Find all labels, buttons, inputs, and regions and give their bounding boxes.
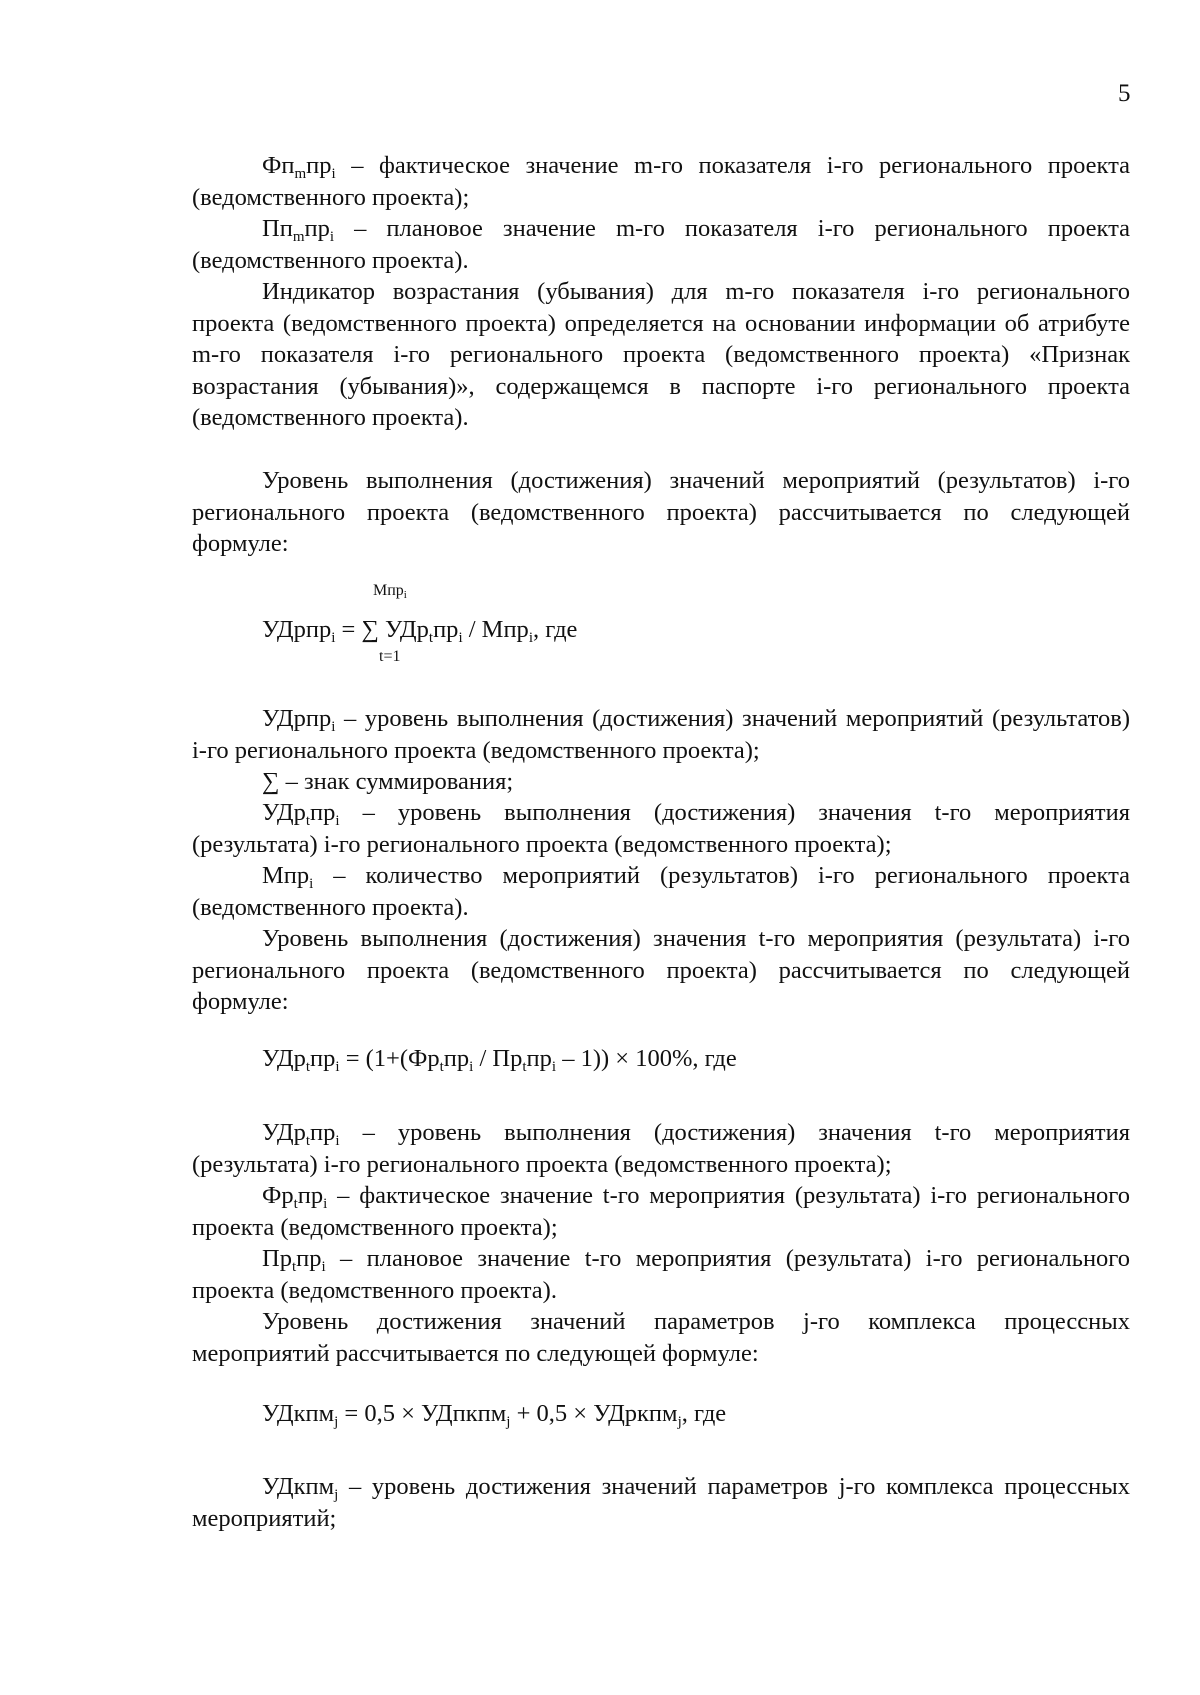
sum-expression: УДрпр$_i$ = ∑ $УДр_tпр_i / Мпр_i$, где [262, 616, 578, 646]
definition-pr-t: $Пр_tпр_i$ – плановое значение t-го мероприятия (результата) i-го регионального проекта (ведомственного проекта). [192, 1245, 1130, 1304]
definition-mpr: Мпр$_i$ – количество мероприятий (результатов) i-го регионального проекта (ведомственного проекта). [192, 862, 1130, 921]
definition-fr-t: $Фр_tпр_i$ – фактическое значение t-го мероприятия (результата) i-го регионального проекта (ведомственного проекта); [192, 1182, 1130, 1241]
formula-udrt: $УДр_tпр_i = (1+(Фр_tпр_i / Пр_tпр_i - 1)) \times 100\%$, где [262, 1045, 737, 1075]
definition-udrt: $УДр_tпр_i$ – уровень выполнения (достижения) значения t-го мероприятия (результата) i-го регионального проекта (ведомственного проекта); [192, 799, 1130, 858]
sum-lower-limit: t=1 [379, 648, 401, 665]
definition-udrt-2: $УДр_tпр_i$ – уровень выполнения (достижения) значения t-го мероприятия (результата) i-го регионального проекта (ведомственного проекта); [192, 1119, 1130, 1178]
paragraph-kpm-intro: Уровень достижения значений параметров j-го комплекса процессных мероприятий рассчитывается по следующей формуле: [192, 1308, 1130, 1367]
definition-pp-m: $Пп_mпр_i$ – плановое значение m-го показателя i-го регионального проекта (ведомственного проекта). [192, 215, 1130, 274]
definition-udkpm: УДкпм$_j$ – уровень достижения значений параметров j-го комплекса процессных мероприятий; [192, 1473, 1130, 1532]
page-number: 5 [1118, 80, 1131, 107]
sum-upper-limit: Мпр$_i$ [373, 582, 407, 601]
paragraph-indicator: Индикатор возрастания (убывания) для m-го показателя i-го регионального проекта (ведомственного проекта) определяется на основании информации об атрибуте m-го показателя i-го регионального проекта (ведомственного проекта) «Признак возрастания (убывания)», содержащемся в паспорте i-го регионального проекта (ведомственного проекта). [192, 278, 1130, 431]
paragraph-level-intro: Уровень выполнения (достижения) значений мероприятий (результатов) i-го регионального проекта (ведомственного проекта) рассчитывается по следующей формуле: [192, 467, 1130, 557]
paragraph-level-t-intro: Уровень выполнения (достижения) значения t-го мероприятия (результата) i-го регионального проекта (ведомственного проекта) рассчитывается по следующей формуле: [192, 925, 1130, 1015]
definition-sum-sign: ∑ – знак суммирования; [262, 768, 514, 795]
definition-fp-m: $Фп_mпр_i$ – фактическое значение m-го показателя i-го регионального проекта (ведомственного проекта); [192, 152, 1130, 211]
definition-udrpr: УДрпр$_i$ – уровень выполнения (достижения) значений мероприятий (результатов) i-го регионального проекта (ведомственного проекта); [192, 705, 1130, 764]
formula-udkpm: УДкпм$_j$ = 0,5 × УДпкпм$_j$ + 0,5 × УДркпм$_j$, где [262, 1400, 727, 1430]
